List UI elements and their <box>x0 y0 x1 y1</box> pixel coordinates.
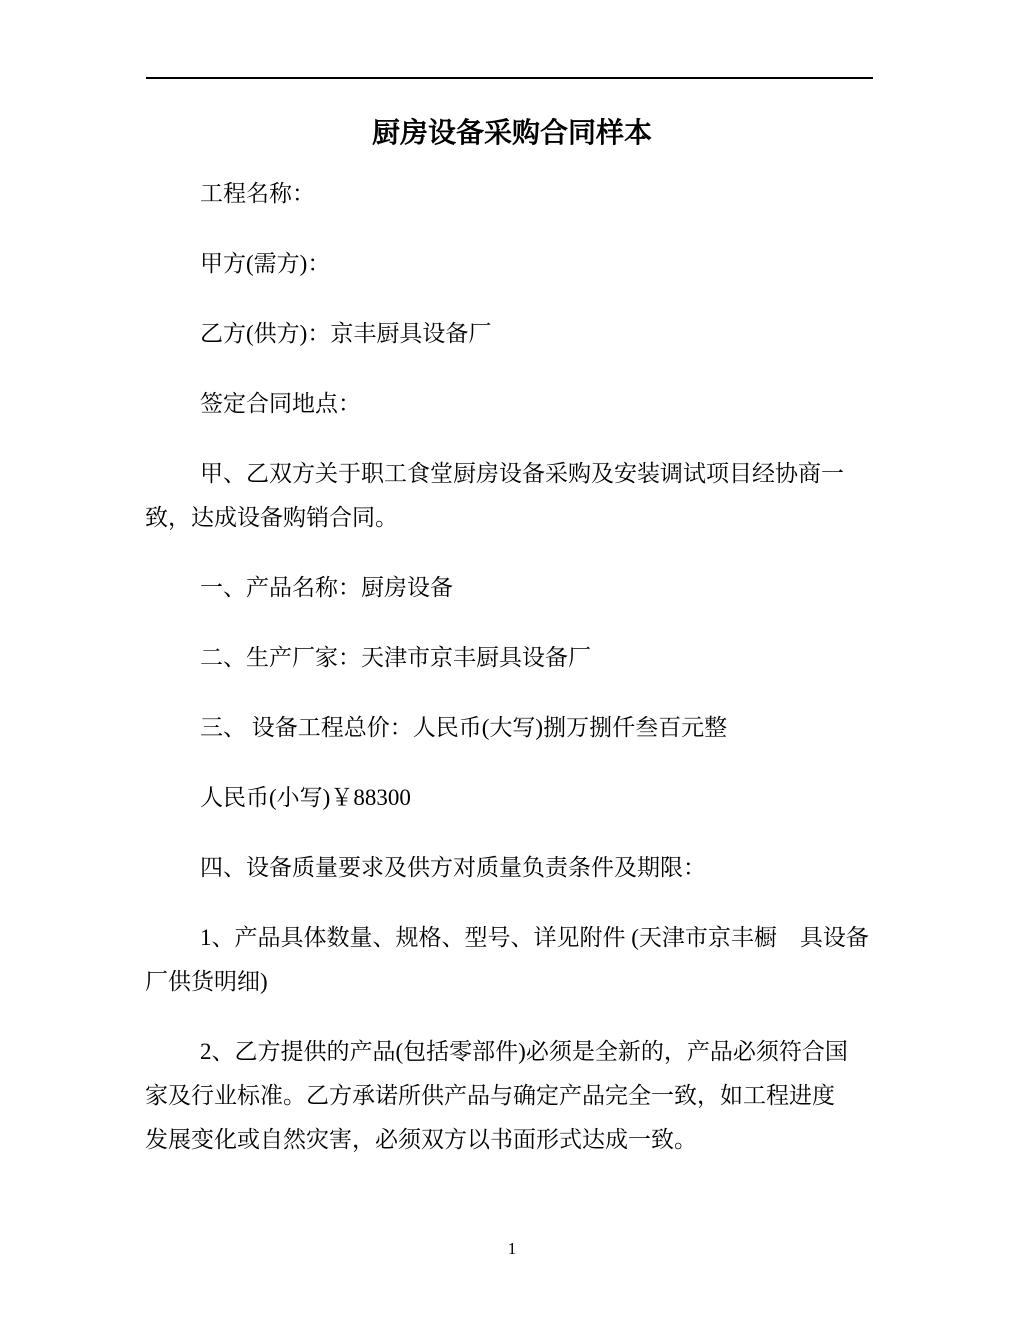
doc-line: 四、设备质量要求及供方对质量负责条件及期限： <box>200 855 706 880</box>
doc-line: 家及行业标准。乙方承诺所供产品与确定产品完全一致，如工程进度 <box>145 1083 835 1108</box>
doc-line: 签定合同地点： <box>200 391 361 416</box>
doc-line: 厂供货明细) <box>145 969 268 994</box>
page-number: 1 <box>507 1239 517 1258</box>
doc-line: 致，达成设备购销合同。 <box>145 505 398 530</box>
doc-line: 工程名称： <box>200 181 315 206</box>
doc-line: 一、产品名称：厨房设备 <box>200 575 453 600</box>
document-body <box>145 114 879 1162</box>
doc-line: 2、乙方提供的产品(包括零部件)必须是全新的，产品必须符合国 <box>200 1039 848 1064</box>
doc-line: 发展变化或自然灾害，必须双方以书面形式达成一致。 <box>145 1127 697 1152</box>
doc-line: 人民币(小写)￥88300 <box>200 785 411 810</box>
header-rule <box>146 77 873 79</box>
doc-line: 乙方(供方)：京丰厨具设备厂 <box>200 321 492 346</box>
doc-line: 三、 设备工程总价：人民币(大写)捌万捌仟叁百元整 <box>200 715 728 740</box>
doc-line: 甲、乙双方关于职工食堂厨房设备采购及安装调试项目经协商一 <box>200 461 844 486</box>
doc-line: 1、产品具体数量、规格、型号、详见附件 (天津市京丰橱 具设备 <box>200 925 869 950</box>
doc-line: 二、生产厂家：天津市京丰厨具设备厂 <box>200 645 591 670</box>
doc-line: 甲方(需方)： <box>200 251 331 276</box>
page-title: 厨房设备采购合同样本 <box>371 118 652 149</box>
